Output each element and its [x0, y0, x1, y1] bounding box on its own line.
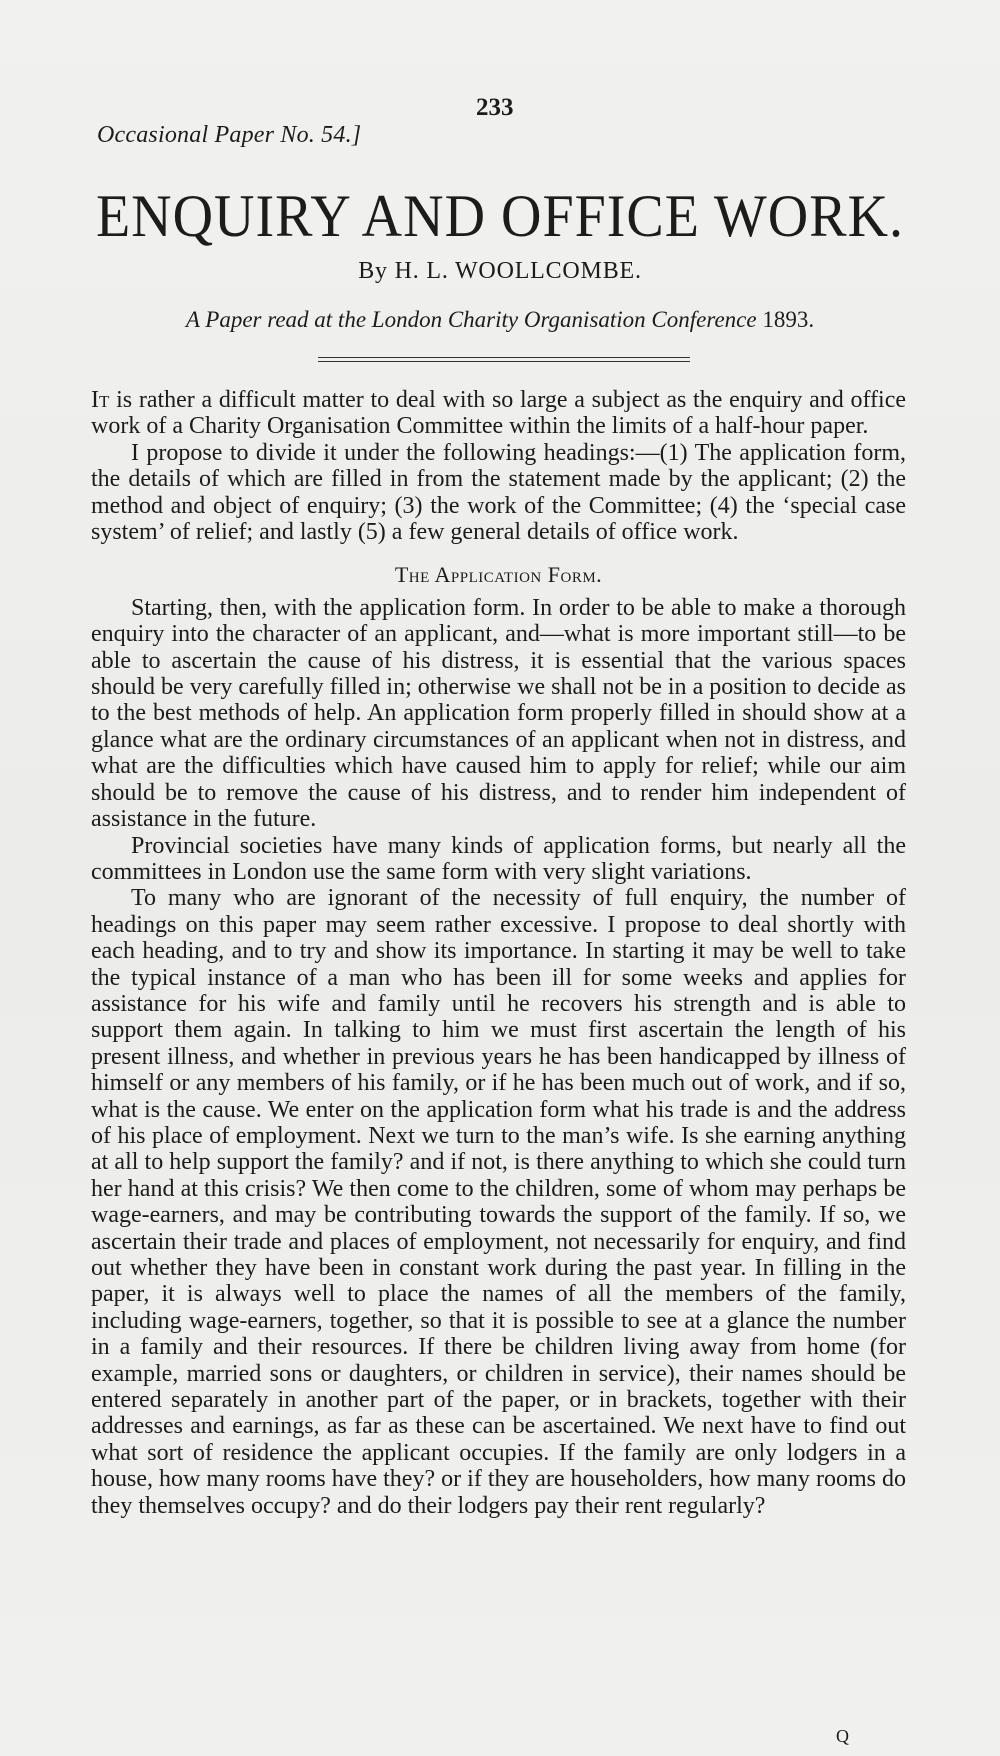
signature-mark: Q: [836, 1726, 849, 1746]
paragraph-provincial: Provincial societies have many kinds of application forms, but nearly all the committees in London use the same form with very slight variations.: [91, 832, 906, 885]
subtitle-text: A Paper read at the London Charity Organisation Conference: [185, 307, 757, 332]
body-text: [91, 387, 906, 1519]
paragraph-intro: [91, 387, 906, 440]
paragraph-application-form: Starting, then, with the application form. In order to be able to make a thorough enquiry into the character of an applicant, and—what is more important still—to be able to ascertain the cause of his distress, it is essential that the various spaces should be very carefully filled in; otherwise we shall not be in a position to decide as to the best methods of help. An application form properly filled in should show at a glance what are the ordinary circumstances of an applicant when not in distress, and what are the difficulties which have caused him to apply for relief; while our aim should be to remove the cause of his distress, and to render him independent of assistance in the future.: [91, 594, 906, 833]
intro-text: is rather a difficult matter to deal with so large a subject as the enquiry and office work of a Charity Organisation Committee within the limits of a half-hour paper.: [91, 387, 906, 440]
paragraph-headings: I propose to divide it under the following headings:—(1) The application form, the details of which are filled in from the statement made by the applicant; (2) the method and object of enquiry; (3) the work of the Committee; (4) the ‘special case system’ of relief; and lastly (5) a few general details of office work.: [91, 439, 906, 546]
subtitle-year: 1893.: [762, 307, 815, 332]
page-title: ENQUIRY AND OFFICE WORK.: [95, 183, 905, 251]
subtitle-line: [0, 307, 1000, 333]
intro-lead-word: It: [91, 387, 110, 413]
title-divider: [318, 357, 690, 362]
series-label: Occasional Paper No. 54.]: [97, 122, 362, 148]
page-number: 233: [476, 94, 514, 121]
author-line: By H. L. WOOLLCOMBE.: [358, 258, 642, 284]
section-heading: The Application Form.: [394, 562, 603, 588]
paragraph-enquiry: To many who are ignorant of the necessity of full enquiry, the number of headings on this paper may seem rather excessive. I propose to deal shortly with each heading, and to try and show its importance. In starting it may be well to take the typical instance of a man who has been ill for some weeks and applies for assistance for his wife and family until he recovers his strength and is able to support them again. In talking to him we must first ascertain the length of his present illness, and whether in previous years he has been handicapped by illness of himself or any members of his family, or if he has been much out of work, and if so, what is the cause. We enter on the application form what his trade is and the address of his place of employment. Next we turn to the man’s wife. Is she earning anything at all to help support the family? and if not, is there anything to which she could turn her hand at this crisis? We then come to the children, some of whom may perhaps be wage-earners, and may be contributing towards the support of the family. If so, we ascertain their trade and places of employment, not necessarily for enquiry, and find out whether they have been in constant work during the past year. In filling in the paper, it is always well to place the names of all the members of the family, including wage-earners, together, so that it is possible to see at a glance the number in a family and their resources. If there be children living away from home (for example, married sons or daughters, or children in service), their names should be entered separately in another part of the paper, or in brackets, together with their addresses and earnings, as far as these can be ascertained. We next have to find out what sort of residence the applicant occupies. If the family are only lodgers in a house, how many rooms have they? or if they are householders, how many rooms do they themselves occupy? and do their lodgers pay their rent regularly?: [91, 885, 906, 1519]
